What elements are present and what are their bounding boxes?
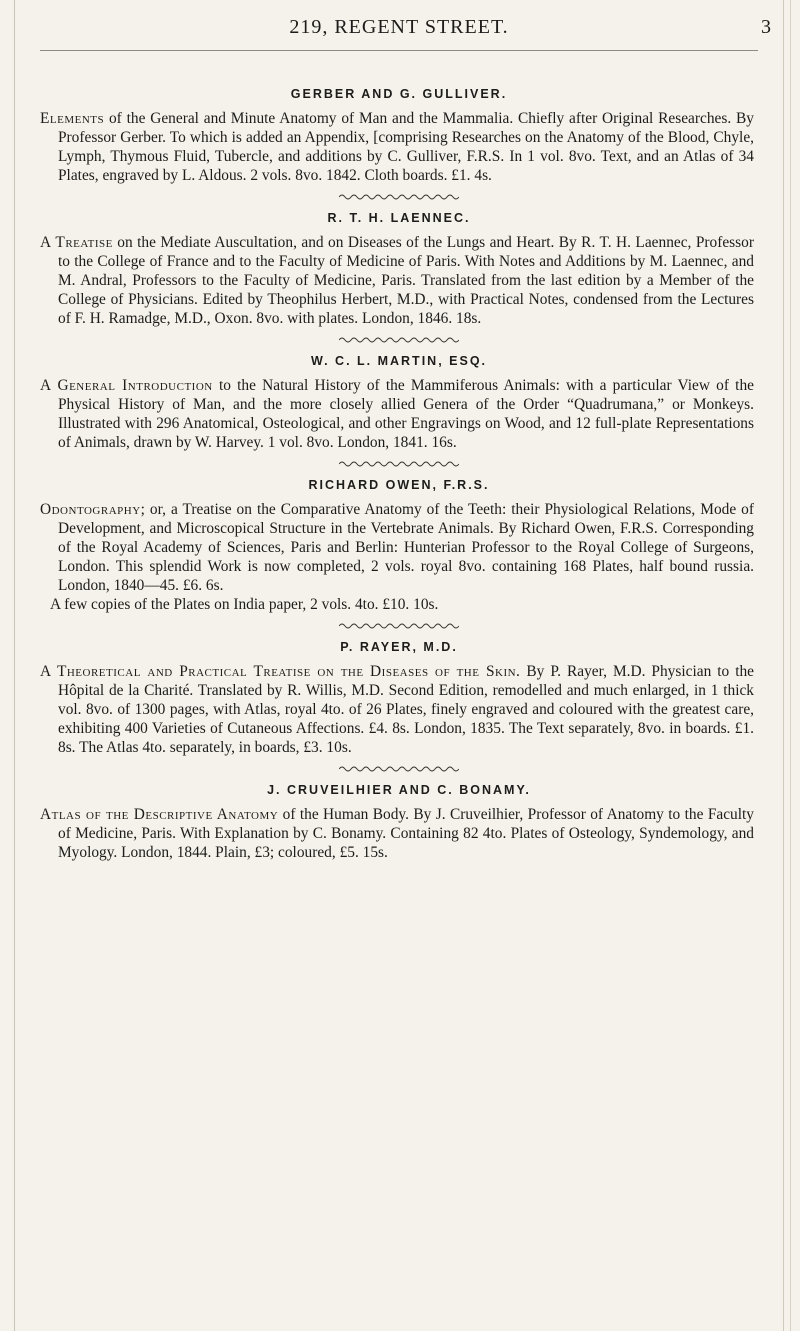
wave-divider [339, 622, 459, 630]
entry-lead: A Treatise [40, 234, 113, 251]
catalogue-entry [40, 478, 758, 630]
entry-text: to the Natural History of the Mammiferous Animals: with a particular View of the Physical History of Man, and the more closely allied Genera of the Order “Quadrumana,” or Monkeys. Illustrated with 296 Anatomical, Osteological, and other Engravings on Wood, and 12 full-plate Representations of Animals, drawn by W. Harvey. 1 vol. 8vo. London, 1841. 16s. [58, 377, 754, 451]
entry-description [40, 233, 754, 328]
catalogue-entry [40, 783, 758, 862]
entry-description [40, 500, 754, 595]
entry-text: on the Mediate Auscultation, and on Diseases of the Lungs and Heart. By R. T. H. Laennec, Professor to the College of France and to the Faculty of Medicine of Paris. With Notes and Additions by M. Laennec, and M. Andral, Professors to the Faculty of Medicine, Paris. Translated from the last edition by a Member of the College of Physicians. Edited by Theophilus Herbert, M.D., with Practical Notes, condensed from the Lectures of F. H. Ramadge, M.D., Oxon. 8vo. with plates. London, 1846. 18s. [58, 234, 754, 327]
wave-divider [339, 765, 459, 773]
wave-divider [339, 336, 459, 344]
entry-description [40, 805, 754, 862]
entry-author-heading: W. C. L. MARTIN, ESQ. [310, 354, 488, 368]
catalogue-entry [40, 354, 758, 468]
wave-divider [339, 193, 459, 201]
entry-note: A few copies of the Plates on India paper, 2 vols. 4to. £10. 10s. [50, 596, 439, 613]
catalogue-entry [40, 211, 758, 344]
page-gutter-line [790, 0, 791, 1331]
entry-author-heading: J. CRUVEILHIER AND C. BONAMY. [267, 783, 531, 797]
catalogue-page [40, 0, 772, 862]
entry-text: of the General and Minute Anatomy of Man and the Mammalia. Chiefly after Original Researches. By Professor Gerber. To which is added an Appendix, [comprising Researches on the Anatomy of the Blood, Chyle, Lymph, Thymous Fluid, Tubercle, and additions by C. Gulliver, F.R.S. In 1 vol. 8vo. Text, and an Atlas of 34 Plates, engraved by L. Aldous. 2 vols. 8vo. 1842. Cloth boards. £1. 4s. [58, 110, 754, 184]
entry-description [40, 376, 754, 452]
page-edge-line [14, 0, 15, 1331]
entry-author-heading: P. RAYER, M.D. [340, 640, 458, 654]
catalogue-entry [40, 640, 758, 773]
entry-lead: A General Introduction [40, 377, 213, 394]
catalogue-entry [40, 87, 758, 201]
entry-lead: Atlas of the Descriptive Anatomy [40, 806, 279, 823]
page-number: 3 [761, 16, 772, 38]
entry-text: ; or, a Treatise on the Comparative Anatomy of the Teeth: their Physiological Relations, Mode of Development, and Microscopical Structure in the Vertebrate Animals. By Richard Owen, F.R.S. Corresponding of the Royal Academy of Sciences, Paris and Berlin: Hunterian Professor to the Royal College of Surgeons, London. This splendid Work is now completed, 2 vols. royal 8vo. containing 168 Plates, half bound russia. London, 1840—45. £6. 6s. [58, 501, 754, 594]
running-header [40, 6, 772, 51]
entry-description [40, 109, 754, 185]
entry-lead: Odontography [40, 501, 141, 518]
entry-author-heading: GERBER AND G. GULLIVER. [290, 87, 508, 101]
entry-lead: Elements [40, 110, 105, 127]
entry-text: of the Human Body. By J. Cruveilhier, Professor of Anatomy to the Faculty of Medicine, Paris. With Explanation by C. Bonamy. Containing 82 4to. Plates of Osteology, Syndemology, and Myology. London, 1844. Plain, £3; coloured, £5. 15s. [58, 806, 754, 861]
entry-description [40, 662, 754, 757]
entry-author-heading: RICHARD OWEN, F.R.S. [308, 478, 490, 492]
running-title: 219, REGENT STREET. [289, 16, 509, 38]
entry-author-heading: R. T. H. LAENNEC. [327, 211, 471, 225]
entry-lead: A Theoretical and Practical Treatise on the Diseases of the Skin. [40, 663, 521, 680]
entry-text: By P. Rayer, M.D. Physician to the Hôpital de la Charité. Translated by R. Willis, M.D. Second Edition, remodelled and much enlarged, in 1 thick vol. 8vo. of 1300 pages, with Atlas, royal 4to. of 26 Plates, finely engraved and coloured with the greatest care, exhibiting 400 Varieties of Cutaneous Affections. £4. 8s. London, 1835. The Text separately, 8vo. in boards. £1. 8s. The Atlas 4to. separately, in boards, £3. 10s. [58, 663, 754, 756]
page-gutter-line [783, 0, 784, 1331]
wave-divider [339, 460, 459, 468]
